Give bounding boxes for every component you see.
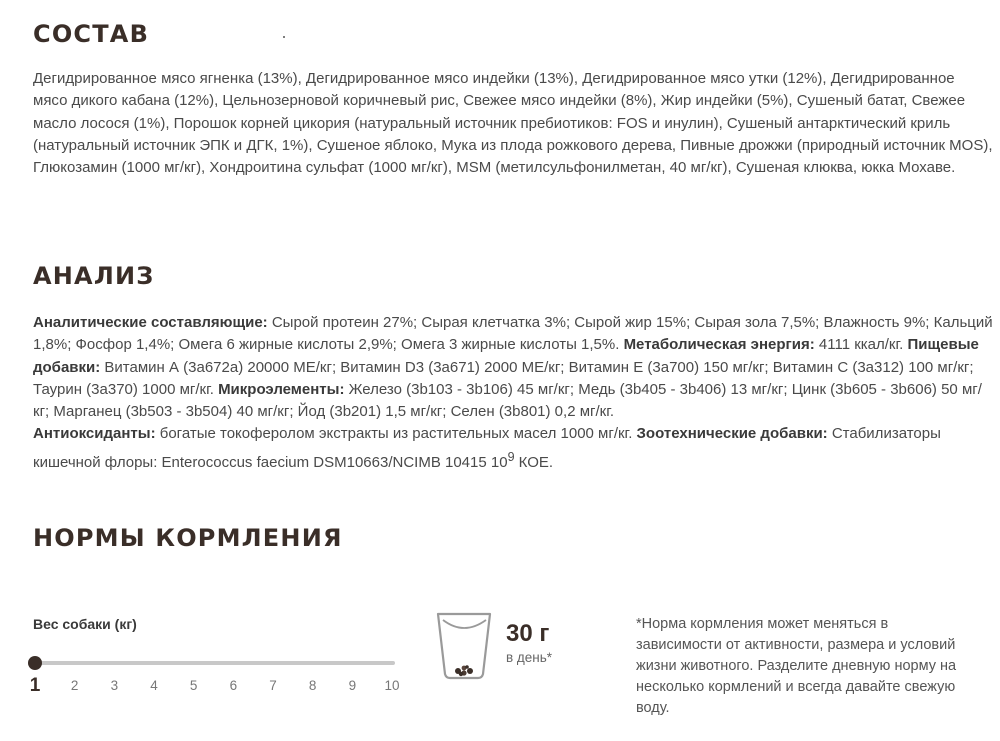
weight-tick-6[interactable]: 6 [229,678,238,693]
micro-label: Микроэлементы: [218,380,345,398]
weight-tick-5[interactable]: 5 [189,678,198,693]
ingredients-text: Дегидрированное мясо ягненка (13%), Дегидрированное мясо индейки (13%), Дегидрированное мясо утки (12%), Дегидрированное мясо дикого кабана (12%), Цельнозерновой коричневый рис, Свежее мясо индейки (8%), Жир индейки (5%), Сушеный батат, Свежее масло лосося (1%), Порошок корней цикория (натуральный источник пребиотиков: FOS и инулин), Сушеный антарктический криль (натуральный источник ЭПК и ДГК, 1%), Сушеное яблоко, Мука из плода рожкового дерева, Пивные дрожжи (природный источник MOS), Глюкозамин (1000 мг/кг), Хондроитина сульфат (1000 мг/кг), MSM (метилсульфонилметан, 40 мг/кг), Сушеная клюква, юкка Мохаве. [33,70,993,177]
daily-amount: 30 г [506,620,550,647]
food-bowl-icon [434,610,494,680]
weight-tick-10[interactable]: 10 [384,678,400,693]
weight-tick-8[interactable]: 8 [308,678,317,693]
weight-tick-1[interactable]: 1 [29,675,41,696]
additives-values: Витамин А (3а672а) 20000 МЕ/кг; Витамин D3 (3а671) 2000 МЕ/кг; Витамин Е (3а700) 150 мг/кг; Витамин С (3а312) 100 мг/кг; Таурин (3а370) 1000 мг/кг. [33,358,974,398]
weight-tick-3[interactable]: 3 [110,678,119,693]
weight-slider-handle[interactable] [28,656,42,670]
antiox-label: Антиоксиданты: [33,425,156,443]
dot-mark [283,36,285,38]
weight-slider-track[interactable] [33,661,395,665]
micro-values: Железо (3b103 - 3b106) 45 мг/кг; Медь (3b405 - 3b406) 13 мг/кг; Цинк (3b605 - 3b606) 50 мг/кг; Марганец (3b503 - 3b504) 40 мг/кг; Йод (3b201) 1,5 мг/кг; Селен (3b801) 0,2 мг/кг. [33,380,982,421]
analysis-title: АНАЛИЗ [33,262,155,290]
composition-title: СОСТАВ [33,20,150,48]
analysis-text [33,312,993,474]
zoo-values: Стабилизаторы кишечной флоры: Enterococcus faecium DSM10663/NCIMB 10415 10 [33,425,941,471]
weight-tick-9[interactable]: 9 [348,678,357,693]
zoo-exponent: 9 [507,449,515,464]
zoo-label: Зоотехнические добавки: [636,425,828,443]
zoo-tail: КОЕ. [514,453,554,471]
weight-tick-2[interactable]: 2 [70,678,79,693]
antiox-values: богатые токоферолом экстракты из растительных масел 1000 мг/кг. [155,425,637,443]
feeding-title: НОРМЫ КОРМЛЕНИЯ [33,524,343,552]
per-day-label: в день* [506,650,553,665]
weight-label: Вес собаки (кг) [33,616,137,632]
additives-label: Пищевые добавки: [33,336,979,376]
weight-tick-4[interactable]: 4 [150,678,158,693]
weight-tick-7[interactable]: 7 [269,678,277,693]
analytical-label: Аналитические составляющие: [33,314,268,331]
energy-value: 4111 ккал/кг. [814,336,908,354]
feeding-note: *Норма кормления может меняться в зависимости от активности, размера и условий жизни животного. Разделите дневную норму на несколько кормлений и всегда давайте свежую воду. [636,616,957,716]
energy-label: Метаболическая энергия: [623,336,815,354]
analytical-values: Сырой протеин 27%; Сырая клетчатка 3%; Сырой жир 15%; Сырая зола 7,5%; Влажность 9%; Кальций 1,8%; Фосфор 1,4%; Омега 6 жирные кислоты 2,9%; Омега 3 жирные кислоты 1,5%. [33,314,993,354]
